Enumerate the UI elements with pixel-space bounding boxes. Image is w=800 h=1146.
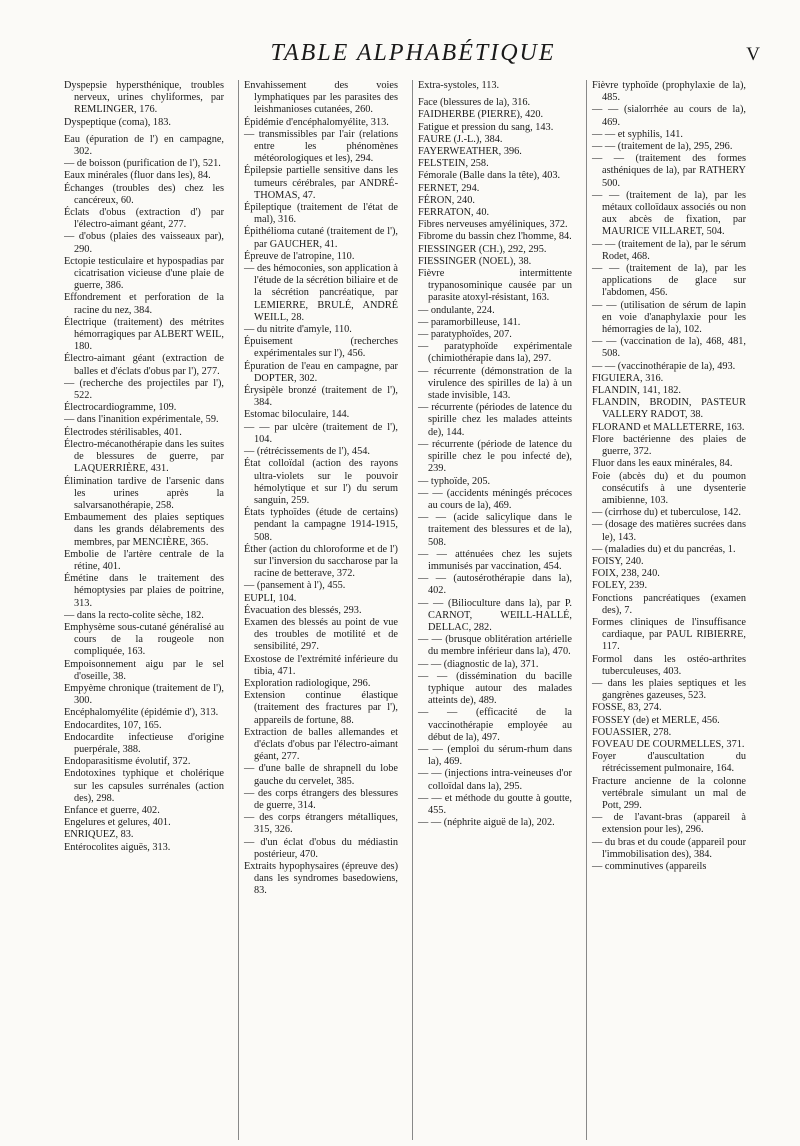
index-entry: Formes cliniques de l'insuffisance cardiaque, par PAUL RIBIERRE, 117. (592, 616, 746, 653)
index-entry: — — (efficacité de la vaccinothérapie employée au début de la), 497. (418, 707, 572, 743)
index-entry: — — (injections intra-veineuses d'or colloïdal dans la), 295. (418, 768, 572, 792)
index-entry: Fièvre typhoïde (prophylaxie de la), 485. (592, 80, 746, 104)
index-entry: — — (diagnostic de la), 371. (418, 658, 539, 670)
index-entry: Emphysème sous-cutané généralisé au cours de la rougeole non compliquée, 163. (64, 621, 224, 658)
index-entry: Électrocardiogramme, 109. (64, 402, 177, 414)
index-entry: Embaumement des plaies septiques dans les grands délabrements des membres, par MENCIÈRE, 365. (64, 512, 224, 548)
index-entry: Fibrome du bassin chez l'homme, 84. (418, 231, 572, 243)
index-entry: — — (accidents méningés précoces au cours de la), 469. (418, 487, 572, 511)
index-entry: — — et méthode du goutte à goutte, 455. (418, 792, 572, 816)
index-entry: — — (traitement de la), par les métaux colloïdaux associés ou non aux abcès de fixation, par MAURICE VILLARET, 504. (592, 189, 746, 238)
index-entry: Examen des blessés au point de vue des troubles de motilité et de sensibilité, 297. (244, 616, 398, 653)
index-columns (64, 80, 774, 1140)
index-entry: Entérocolites aiguës, 313. (64, 841, 171, 853)
index-entry: Éther (action du chloroforme et de l') sur l'inversion du saccharose par la racine de betterave, 372. (244, 543, 398, 580)
index-entry: Extra-systoles, 113. (418, 80, 500, 91)
index-entry: Échanges (troubles des) chez les cancéreux, 60. (64, 182, 224, 206)
index-entry: FERNET, 294. (418, 182, 480, 194)
index-entry: FAIDHERBE (PIERRE), 420. (418, 109, 544, 121)
index-entry: Épithélioma cutané (traitement de l'), par GAUCHER, 41. (244, 226, 398, 250)
index-entry: Épileptique (traitement de l'état de mal), 316. (244, 202, 398, 226)
index-entry: — paratyphoïdes, 207. (418, 329, 512, 341)
index-entry: Électro-aimant géant (extraction de balles et d'éclats d'obus par l'), 277. (64, 353, 224, 377)
index-entry: Fonctions pancréatiques (examen des), 7. (592, 592, 746, 616)
index-entry: FOSSEY (de) et MERLE, 456. (592, 714, 720, 726)
index-entry: Dyspepsie hypersthénique, troubles nerveux, urines chyliformes, par REMLINGER, 176. (64, 80, 224, 116)
page-number: V (746, 44, 760, 65)
index-entry: — du nitrite d'amyle, 110. (244, 324, 352, 336)
index-entry: Électrique (traitement) des métrites hémorragiques par ALBERT WEIL, 180. (64, 316, 224, 353)
index-entry: Élimination tardive de l'arsenic dans les urines après la salvarsanothérapie, 258. (64, 475, 224, 511)
index-column-3 (412, 80, 578, 1140)
index-entry: Fibres nerveuses amyéliniques, 372. (418, 219, 568, 231)
index-entry: Endoparasitisme évolutif, 372. (64, 756, 191, 768)
index-entry: États typhoïdes (étude de certains) pendant la campagne 1914-1915, 508. (244, 507, 398, 543)
index-entry: FLORAND et MALLETERRE, 163. (592, 421, 745, 433)
index-entry: FIGUIERA, 316. (592, 372, 664, 384)
index-column-4 (586, 80, 752, 1140)
index-entry: FELSTEIN, 258. (418, 158, 489, 170)
index-entry: — — (acide salicylique dans le traitement des blessures et de la), 508. (418, 512, 572, 548)
index-entry: Embolie de l'artère centrale de la rétine, 401. (64, 548, 224, 572)
index-entry: Enfance et guerre, 402. (64, 804, 160, 816)
index-entry: EUPLI, 104. (244, 592, 297, 604)
index-entry: — — (autosérothérapie dans la), 402. (418, 573, 572, 597)
index-entry: Foie (abcès du) et du poumon consécutifs à une dysenterie amibienne, 103. (592, 470, 746, 506)
index-entry: Eau (épuration de l') en campagne, 302. (64, 133, 224, 158)
index-entry: — — (utilisation de sérum de lapin en voie d'anaphylaxie pour les hémorragies de la), 102. (592, 299, 746, 336)
index-entry: — comminutives (appareils (592, 861, 707, 872)
index-entry: — d'obus (plaies des vaisseaux par), 290. (64, 231, 224, 255)
index-entry: Empyème chronique (traitement de l'), 300. (64, 682, 224, 707)
index-entry: — dans les plaies septiques et les gangrènes gazeuses, 523. (592, 677, 746, 702)
index-entry: — (maladies du) et du pancréas, 1. (592, 543, 736, 555)
index-entry: Flore bactérienne des plaies de guerre, 372. (592, 433, 746, 458)
index-entry: — (recherche des projectiles par l'), 522. (64, 377, 224, 402)
index-entry: Endotoxines typhique et cholérique sur les capsules surrénales (action des), 298. (64, 768, 224, 804)
index-entry: Fémorale (Balle dans la tête), 403. (418, 170, 561, 182)
index-entry: FAURE (J.-L.), 384. (418, 133, 503, 145)
index-entry: Fluor dans les eaux minérales, 84. (592, 458, 733, 470)
index-entry: ENRIQUEZ, 83. (64, 829, 134, 841)
index-entry: FIESSINGER (CH.), 292, 295. (418, 243, 547, 255)
index-entry: — — (traitement de la), 295, 296. (592, 141, 733, 153)
index-entry: Eaux minérales (fluor dans les), 84. (64, 170, 211, 182)
index-entry: — — atténuées chez les sujets immunisés par vaccination, 454. (418, 548, 572, 572)
index-entry: Engelures et gelures, 401. (64, 817, 171, 829)
index-entry: Face (blessures de la), 316. (418, 97, 531, 109)
index-entry: Estomac biloculaire, 144. (244, 409, 350, 421)
index-entry: FOLEY, 239. (592, 580, 648, 592)
index-entry: — (dosage des matières sucrées dans le), 143. (592, 519, 746, 543)
index-entry: Épidémie d'encéphalomyélite, 313. (244, 116, 389, 128)
index-entry: Empoisonnement aigu par le sel d'oseille, 38. (64, 658, 224, 682)
index-entry: — — (traitement de la), par les applications de glace sur l'abdomen, 456. (592, 263, 746, 299)
index-entry: — (rétrécissements de l'), 454. (244, 446, 370, 458)
index-entry: — — (sialorrhée au cours de la), 469. (592, 104, 746, 128)
running-title: TABLE ALPHABÉTIQUE (270, 40, 556, 66)
index-entry: FÉRON, 240. (418, 194, 475, 206)
index-entry: Extraction de balles allemandes et d'éclats d'obus par l'électro-aimant géant, 277. (244, 726, 398, 763)
index-entry: FAYERWEATHER, 396. (418, 146, 522, 158)
index-entry: — d'un éclat d'obus du médiastin postérieur, 470. (244, 836, 398, 860)
index-entry: FOVEAU DE COURMELLES, 371. (592, 738, 745, 750)
index-entry: — typhoïde, 205. (418, 475, 491, 487)
index-entry: — paratyphoïde expérimentale (chimiothérapie dans la), 297. (418, 341, 572, 365)
index-column-1 (64, 80, 230, 1140)
index-entry: Fracture ancienne de la colonne vertébrale simulant un mal de Pott, 299. (592, 775, 746, 811)
index-entry: — — (dissémination du bacille typhique autour des malades atteints de), 489. (418, 670, 572, 707)
index-entry: — — (emploi du sérum-rhum dans la), 469. (418, 743, 572, 768)
index-entry: — (cirrhose du) et tuberculose, 142. (592, 507, 741, 519)
index-entry: Épuisement (recherches expérimentales sur l'), 456. (244, 336, 398, 360)
index-entry: FOSSE, 83, 274. (592, 702, 662, 714)
index-entry: Envahissement des voies lymphatiques par les parasites des leishmanioses cutanées, 260. (244, 80, 398, 116)
index-entry: — — (traitement de la), par le sérum Rodet, 468. (592, 238, 746, 262)
index-entry: Exploration radiologique, 296. (244, 677, 371, 689)
index-entry: — — par ulcère (traitement de l'), 104. (244, 421, 398, 445)
index-entry: Exostose de l'extrémité inférieure du tibia, 471. (244, 653, 398, 677)
index-entry: État colloïdal (action des rayons ultra-violets sur le pouvoir hémolytique et sur l') du serum sanguin, 259. (244, 458, 398, 506)
index-entry: — transmissibles par l'air (relations entre les phénomènes météorologiques et les), 294. (244, 128, 398, 165)
index-entry: FOISY, 240. (592, 555, 644, 567)
index-entry: — — (Bilioculture dans la), par P. CARNOT, WEILL-HALLÉ, DELLAC, 282. (418, 597, 572, 633)
index-entry: — des hémoconies, son application à l'étude de la sécrétion biliaire et de la sécrétion pancréatique, par LEMIERRE, BRULÉ, ANDRÉ WEILL, 28. (244, 263, 398, 323)
index-entry: — récurrente (périodes de latence du spirille chez les malades atteints de), 144. (418, 402, 572, 438)
index-column-2 (238, 80, 404, 1140)
index-entry: — du bras et du coude (appareil pour l'immobilisation des), 384. (592, 836, 746, 860)
index-entry: Effondrement et perforation de la racine du nez, 384. (64, 292, 224, 316)
index-entry: Foyer d'auscultation du rétrécissement pulmonaire, 164. (592, 751, 746, 775)
index-entry: FOIX, 238, 240. (592, 568, 660, 580)
index-entry: Épuration de l'eau en campagne, par DOPTER, 302. (244, 360, 398, 384)
index-entry: Formol dans les ostéo-arthrites tuberculeuses, 403. (592, 653, 746, 677)
index-entry: — — (traitement des formes asthéniques de la), par RATHERY 500. (592, 153, 746, 189)
index-entry: — de l'avant-bras (appareil à extension pour les), 296. (592, 812, 746, 836)
index-entry: — — (néphrite aiguë de la), 202. (418, 817, 555, 829)
index-entry: — dans la recto-colite sèche, 182. (64, 609, 204, 621)
index-entry: — des corps étrangers des blessures de guerre, 314. (244, 787, 398, 811)
index-entry: Endocardite infectieuse d'origine puerpérale, 388. (64, 731, 224, 755)
index-entry: Endocardites, 107, 165. (64, 719, 162, 731)
index-entry: Extension continue élastique (traitement des fractures par l'), appareils de fortune, 88. (244, 690, 398, 726)
index-entry: — récurrente (démonstration de la virulence des spirilles de la) à un stade invisible, 143. (418, 365, 572, 402)
index-entry: Éclats d'obus (extraction d') par l'électro-aimant géant, 277. (64, 207, 224, 231)
index-entry: — — (vaccination de la), 468, 481, 508. (592, 336, 746, 360)
index-entry: — d'une balle de shrapnell du lobe gauche du cervelet, 385. (244, 763, 398, 787)
index-entry: Dyspeptique (coma), 183. (64, 116, 171, 128)
index-entry: Ectopie testiculaire et hypospadias par cicatrisation vicieuse d'une plaie de guerre, 386. (64, 255, 224, 292)
page-header (66, 40, 760, 74)
index-entry: — — et syphilis, 141. (592, 128, 683, 140)
index-entry: Émétine dans le traitement des hémoptysies par plaies de poitrine, 313. (64, 573, 224, 609)
index-entry: Fièvre intermittente trypanosominique causée par un parasite atoxyl-résistant, 163. (418, 268, 572, 304)
index-entry: — — (brusque oblitération artérielle du membre inférieur dans la), 470. (418, 634, 572, 658)
index-entry: FERRATON, 40. (418, 207, 490, 219)
index-entry: FLANDIN, BRODIN, PASTEUR VALLERY RADOT, 38. (592, 397, 746, 421)
index-entry: Évacuation des blessés, 293. (244, 604, 362, 616)
index-entry: FIESSINGER (NOEL), 38. (418, 255, 532, 267)
index-entry: Extraits hypophysaires (épreuve des) dans les syndromes basedowiens, 83. (244, 861, 398, 897)
index-entry: FOUASSIER, 278. (592, 726, 672, 738)
index-entry: Épilepsie partielle sensitive dans les tumeurs cérébrales, par ANDRÉ-THOMAS, 47. (244, 165, 398, 201)
index-entry: Électro-mécanothérapie dans les suites de blessures de guerre, par LAQUERRIÈRE, 431. (64, 438, 224, 475)
index-entry: — paramorbilleuse, 141. (418, 316, 521, 328)
index-entry: — récurrente (période de latence du spirille chez le pou infecté de), 239. (418, 438, 572, 475)
index-entry: — (pansement à l'), 455. (244, 580, 346, 592)
index-entry: — des corps étrangers métalliques, 315, 326. (244, 812, 398, 836)
index-entry: Érysipèle bronzé (traitement de l'), 384. (244, 385, 398, 409)
index-entry: — de boisson (purification de l'), 521. (64, 158, 221, 170)
index-entry: Encéphalomyélite (épidémie d'), 313. (64, 707, 219, 719)
index-entry: — — (vaccinothérapie de la), 493. (592, 360, 736, 372)
index-entry: — ondulante, 224. (418, 304, 495, 316)
index-entry: Fatigue et pression du sang, 143. (418, 121, 554, 133)
index-entry: — dans l'inanition expérimentale, 59. (64, 414, 219, 426)
index-entry: Épreuve de l'atropine, 110. (244, 250, 355, 262)
index-entry: FLANDIN, 141, 182. (592, 385, 681, 397)
index-entry: Électrodes stérilisables, 401. (64, 426, 182, 438)
